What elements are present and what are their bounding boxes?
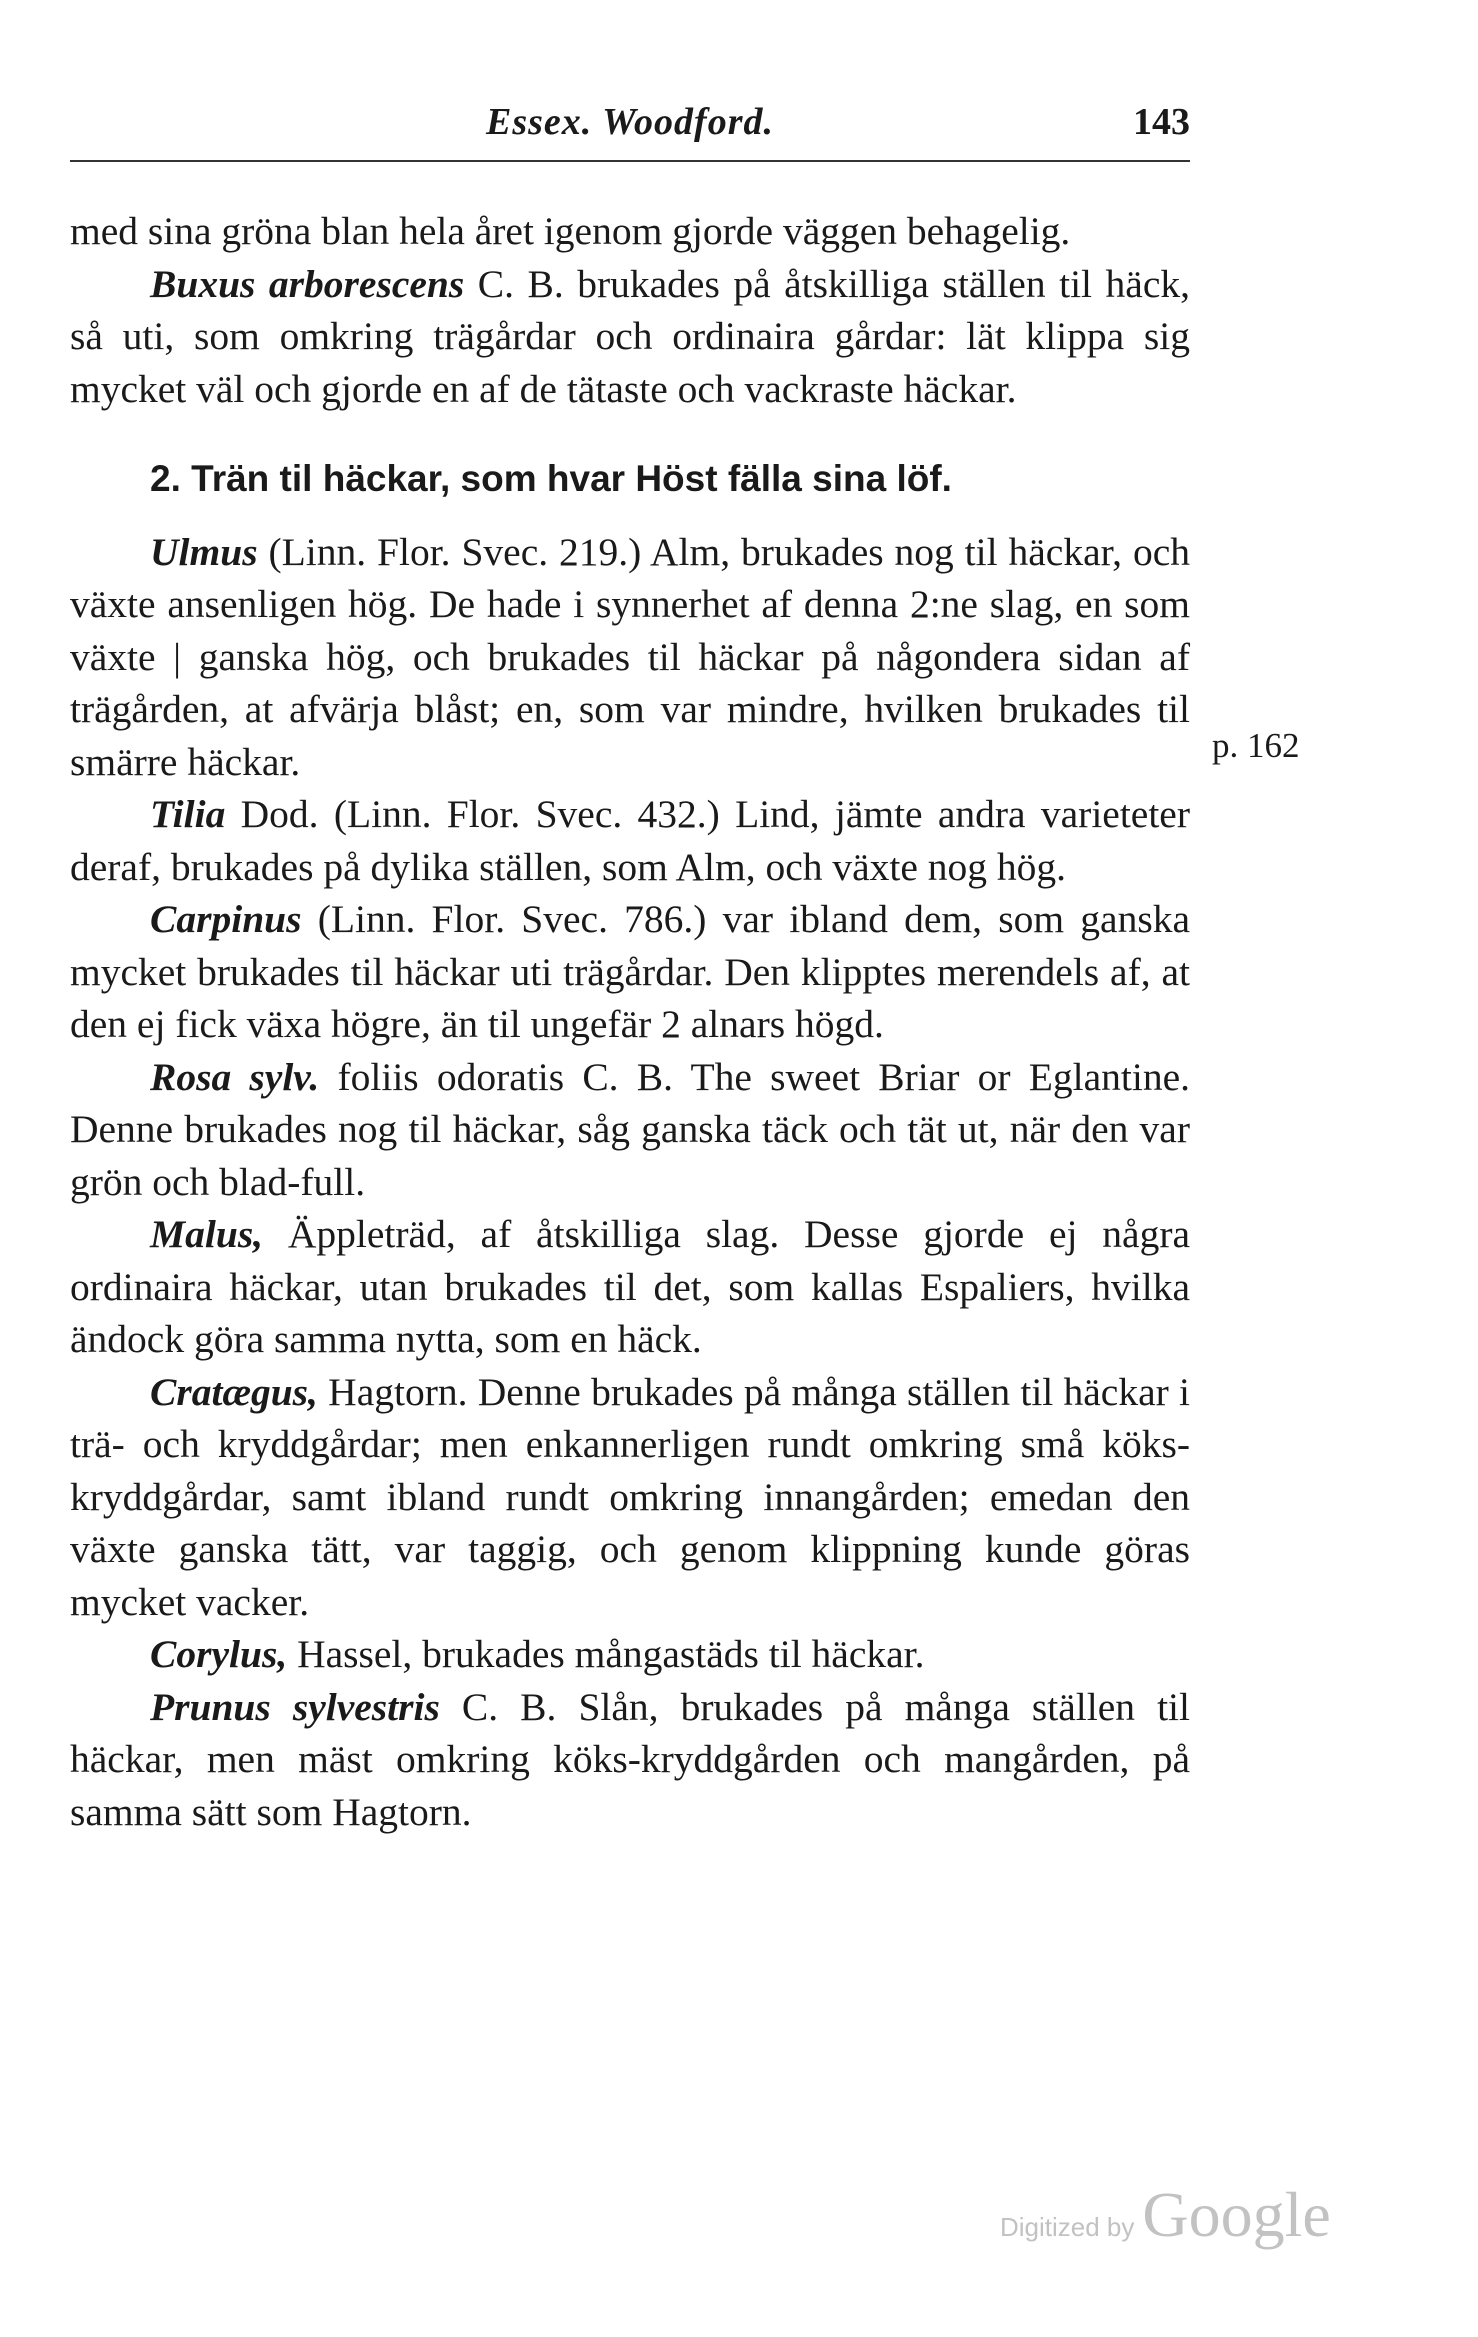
- header-rule: [70, 160, 1190, 162]
- species-name: Corylus,: [150, 1632, 288, 1676]
- paragraph-tilia: [70, 788, 1190, 893]
- paragraph-text: C. B. Slån, brukades på många ställen til häckar, men mäst omkring köks-kryddgården och mangården, på samma sätt som Hagtorn.: [70, 1684, 1190, 1834]
- page-number: 143: [1133, 101, 1190, 143]
- paragraph-buxus: [70, 258, 1190, 416]
- paragraph-text: Dod. (Linn. Flor. Svec. 432.) Lind, jämte andra varieteter deraf, brukades på dylika ställen, som Alm, och växte nog hög.: [70, 792, 1190, 889]
- body-text: [70, 205, 1190, 1838]
- paragraph-text: (Linn. Flor. Svec. 219.) Alm, brukades nog til häckar, och växte ansenligen hög. De hade i synnerhet af denna 2:ne slag, en som växte | ganska hög, och brukades til häckar på någondera sidan af trägården, at afvärja blåst; en, som var mindre, hvilken brukades til smärre häckar.: [70, 529, 1190, 784]
- paragraph-text: Hagtorn. Denne brukades på många ställen til häckar i trä- och kryddgårdar; men enkannerligen rundt omkring små köks-kryddgårdar, samt ibland rundt omkring innangården; emedan den växte ganska tätt, var taggig, och genom klippning kunde göras mycket vacker.: [70, 1369, 1190, 1624]
- paragraph-prunus: [70, 1681, 1190, 1839]
- species-name: Rosa sylv.: [150, 1054, 320, 1099]
- section-heading: [70, 453, 1190, 506]
- paragraph-ulmus: [70, 526, 1190, 789]
- species-name: Malus,: [150, 1212, 264, 1256]
- running-title: Essex. Woodford.: [485, 101, 774, 143]
- species-name: Tilia: [150, 792, 226, 836]
- watermark-logo-text: Google: [1142, 2179, 1331, 2250]
- species-name: Ulmus: [150, 529, 258, 574]
- paragraph-text: (Linn. Flor. Svec. 786.) var ibland dem, som ganska mycket brukades til häckar uti trägårdar. Den klipptes merendels af, at den ej fick växa högre, än til ungefär 2 alnars högd.: [70, 897, 1190, 1046]
- species-name: Buxus arborescens: [150, 261, 465, 306]
- watermark-prefix: Digitized by: [1000, 2212, 1135, 2242]
- paragraph-text: C. B. brukades på åtskilliga ställen til häck, så uti, som omkring trägårdar och ordinaira gårdar: lät klippa sig mycket väl och gjorde en af de tätaste och vackraste häckar.: [70, 261, 1190, 411]
- paragraph-rosa: [70, 1051, 1190, 1209]
- paragraph-text: Äppleträd, af åtskilliga slag. Desse gjorde ej några ordinaira häckar, utan brukades til det, som kallas Espaliers, hvilka ändock göra samma nytta, som en häck.: [70, 1212, 1190, 1361]
- paragraph-text: Hassel, brukades mångastäds til häckar.: [287, 1632, 925, 1676]
- section-heading-text: 2. Trän til häckar, som hvar Höst fälla sina löf.: [150, 458, 952, 499]
- paragraph-continuation: [70, 205, 1190, 258]
- margin-page-reference: p. 162: [1212, 726, 1300, 765]
- running-header: [70, 100, 1190, 160]
- paragraph-crataegus: [70, 1366, 1190, 1629]
- digitized-watermark: [1000, 2178, 1331, 2252]
- paragraph-text: foliis odoratis C. B. The sweet Briar or Eglantine. Denne brukades nog til häckar, såg ganska täck och tät ut, när den var grön och blad-full.: [70, 1054, 1190, 1204]
- species-name: Cratægus,: [150, 1369, 318, 1414]
- species-name: Carpinus: [150, 897, 302, 941]
- paragraph-corylus: [70, 1628, 1190, 1681]
- paragraph-malus: [70, 1208, 1190, 1366]
- species-name: Prunus sylvestris: [150, 1684, 440, 1729]
- paragraph-text: med sina gröna blan hela året igenom gjorde väggen behagelig.: [70, 209, 1071, 253]
- paragraph-carpinus: [70, 893, 1190, 1051]
